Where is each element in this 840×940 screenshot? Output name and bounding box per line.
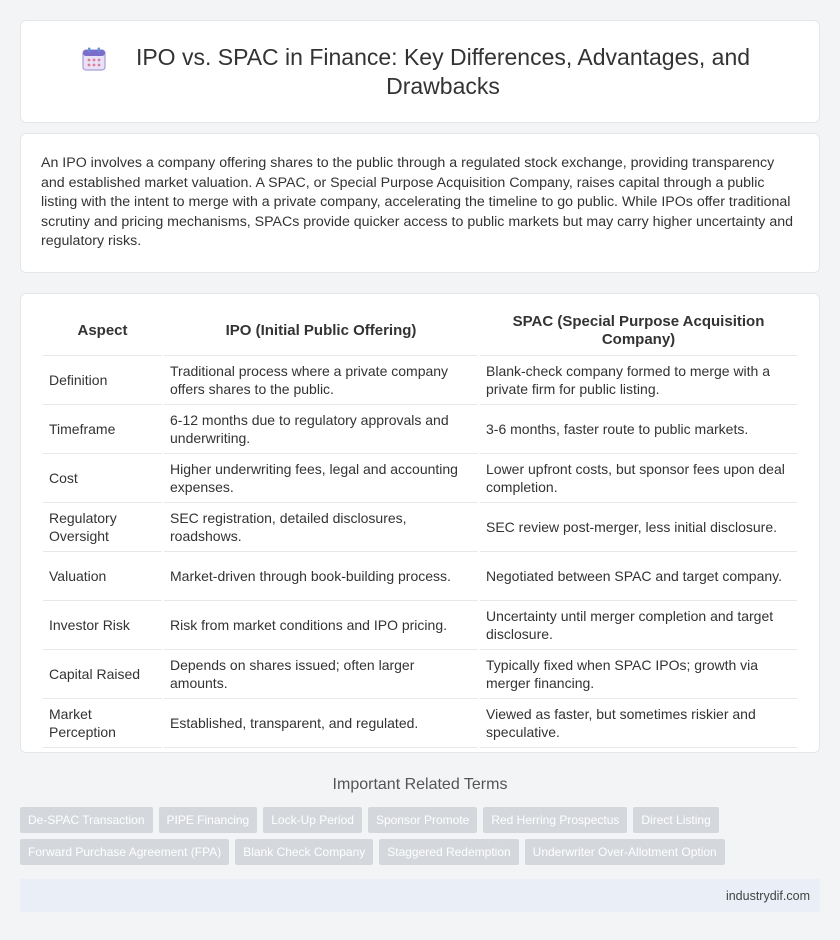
footer-site-link[interactable]: industrydif.com [725,888,810,903]
row-spac: Blank-check company formed to merge with a private firm for public listing. [480,356,797,405]
page-title: IPO vs. SPAC in Finance: Key Differences, Advantages, and Drawbacks [135,43,751,99]
calendar-icon [81,46,107,72]
header-spac: SPAC (Special Purpose Acquisition Company) [480,306,797,356]
row-aspect: Timeframe [43,405,162,454]
row-spac: Lower upfront costs, but sponsor fees upon deal completion. [480,454,797,503]
related-terms-tags [20,807,820,865]
related-terms-title: Important Related Terms [332,776,508,793]
tag-underwriter-over-allotment-option[interactable]: Underwriter Over-Allotment Option [525,839,725,865]
title-card [20,20,820,123]
table-row [43,650,797,699]
tag-direct-listing[interactable]: Direct Listing [633,807,718,833]
comparison-table [41,306,799,748]
table-row [43,699,797,748]
tag-forward-purchase-agreement[interactable]: Forward Purchase Agreement (FPA) [20,839,229,865]
row-spac: Typically fixed when SPAC IPOs; growth via merger financing. [480,650,797,699]
row-aspect: Investor Risk [43,601,162,650]
row-aspect: Market Perception [43,699,162,748]
row-aspect: Valuation [43,552,162,601]
row-spac: Negotiated between SPAC and target company. [480,552,797,601]
row-spac: Viewed as faster, but sometimes riskier and speculative. [480,699,797,748]
comparison-card [20,293,820,753]
row-aspect: Capital Raised [43,650,162,699]
tag-de-spac-transaction[interactable]: De-SPAC Transaction [20,807,153,833]
table-row [43,552,797,601]
tag-pipe-financing[interactable]: PIPE Financing [159,807,258,833]
tag-lock-up-period[interactable]: Lock-Up Period [263,807,362,833]
table-row [43,454,797,503]
tag-staggered-redemption[interactable]: Staggered Redemption [379,839,518,865]
table-row [43,503,797,552]
row-ipo: 6-12 months due to regulatory approvals and underwriting. [164,405,478,454]
intro-paragraph: An IPO involves a company offering shares to the public through a regulated stock exchange, providing transparency and established market valuation. A SPAC, or Special Purpose Acquisition Company, raises capital through a public listing with the intent to merge with a private company, accelerating the timeline to go public. While IPOs offer traditional scrutiny and pricing mechanisms, SPACs provide quicker access to public markets but may carry higher uncertainty and regulatory risks. [41,155,793,250]
header-ipo: IPO (Initial Public Offering) [164,306,478,356]
table-row [43,601,797,650]
row-ipo: SEC registration, detailed disclosures, roadshows. [164,503,478,552]
row-aspect: Cost [43,454,162,503]
row-aspect: Regulatory Oversight [43,503,162,552]
row-ipo: Market-driven through book-building process. [164,552,478,601]
tag-sponsor-promote[interactable]: Sponsor Promote [368,807,477,833]
row-spac: 3-6 months, faster route to public markets. [480,405,797,454]
row-spac: SEC review post-merger, less initial disclosure. [480,503,797,552]
tag-red-herring-prospectus[interactable]: Red Herring Prospectus [483,807,627,833]
row-ipo: Higher underwriting fees, legal and accounting expenses. [164,454,478,503]
row-ipo: Established, transparent, and regulated. [164,699,478,748]
table-header-row [43,306,797,356]
row-aspect: Definition [43,356,162,405]
table-row [43,405,797,454]
title-wrap [81,43,759,101]
table-row [43,356,797,405]
row-ipo: Risk from market conditions and IPO pricing. [164,601,478,650]
header-aspect: Aspect [43,306,162,356]
intro-card [20,133,820,273]
row-spac: Uncertainty until merger completion and target disclosure. [480,601,797,650]
row-ipo: Depends on shares issued; often larger amounts. [164,650,478,699]
row-ipo: Traditional process where a private company offers shares to the public. [164,356,478,405]
footer [20,879,820,912]
tag-blank-check-company[interactable]: Blank Check Company [235,839,373,865]
